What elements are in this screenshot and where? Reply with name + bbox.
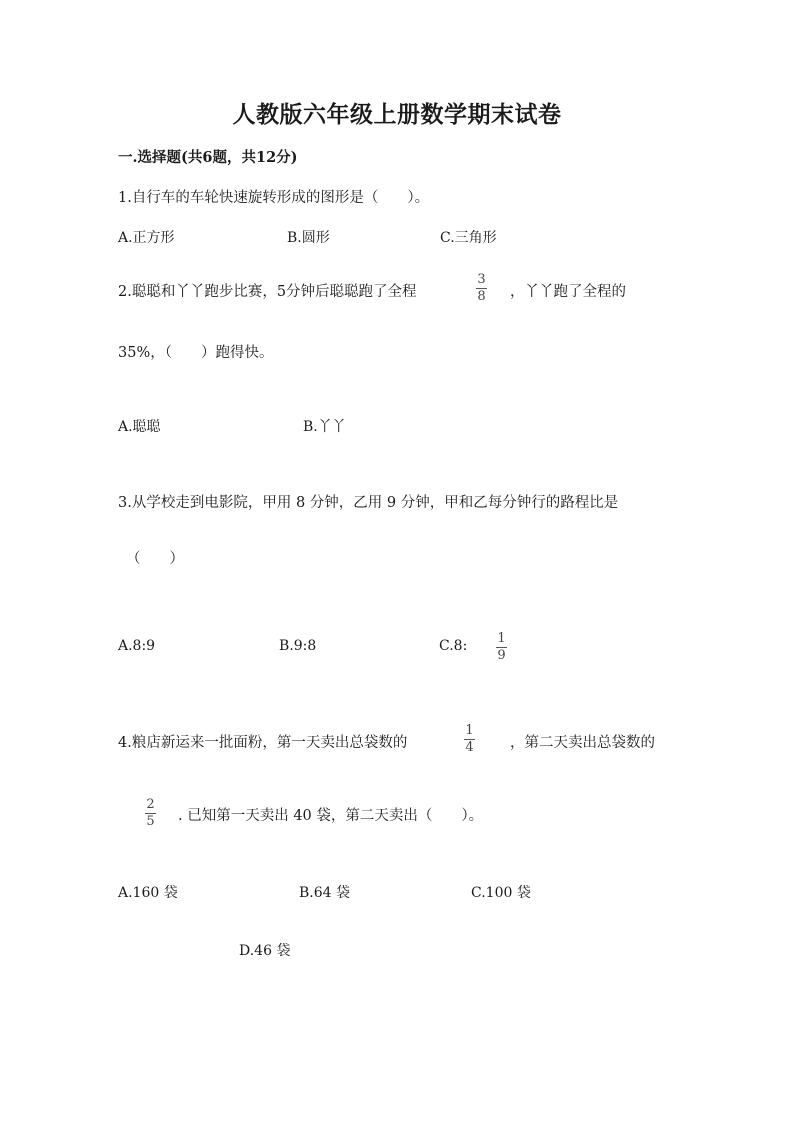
question-4-fraction-1 (464, 724, 475, 755)
question-4-option-c[interactable]: C.100 袋 (471, 885, 531, 901)
page-title: 人教版六年级上册数学期末试卷 (232, 101, 562, 128)
question-3-option-a[interactable]: A.8:9 (118, 638, 156, 654)
fraction-numerator: 1 (497, 631, 506, 646)
question-4-fraction-2 (145, 798, 156, 829)
fraction-numerator: 3 (477, 272, 486, 287)
fraction-numerator: 1 (465, 723, 474, 738)
question-2-stem-part-2: ，丫丫跑了全程的 (510, 284, 626, 300)
question-4-stem-part-1: 4.粮店新运来一批面粉，第一天卖出总袋数的 (118, 735, 408, 751)
fraction-denominator: 5 (146, 814, 155, 829)
question-3-stem-part-1: 3.从学校走到电影院，甲用 8 分钟，乙用 9 分钟，甲和乙每分钟行的路程比是 (118, 495, 619, 511)
fraction-denominator: 9 (497, 648, 506, 663)
question-1-option-b[interactable]: B.圆形 (287, 230, 330, 246)
question-3-stem-part-2: （ ） (126, 551, 184, 567)
section-heading: 一.选择题(共6题，共12分) (118, 149, 298, 166)
question-2-stem-part-3: 35%，（ ）跑得快。 (118, 345, 274, 361)
question-3-option-b[interactable]: B.9:8 (279, 638, 317, 654)
question-4-option-d[interactable]: D.46 袋 (239, 943, 291, 959)
question-4-option-b[interactable]: B.64 袋 (299, 885, 351, 901)
question-2-option-b[interactable]: B.丫丫 (303, 419, 346, 435)
question-4-stem-part-2: ，第二天卖出总袋数的 (510, 735, 655, 751)
question-4-option-a[interactable]: A.160 袋 (118, 885, 178, 901)
question-4-stem-part-3: . 已知第一天卖出 40 袋，第二天卖出（ ）。 (178, 808, 484, 824)
fraction-numerator: 2 (146, 797, 155, 812)
question-3-option-c[interactable]: C.8: (439, 638, 468, 654)
question-3-option-c-fraction (496, 632, 507, 663)
question-1-option-c[interactable]: C.三角形 (440, 230, 497, 246)
question-1-stem: 1.自行车的车轮快速旋转形成的图形是（ ）。 (118, 190, 430, 206)
question-2-stem-part-1: 2.聪聪和丫丫跑步比赛，5分钟后聪聪跑了全程 (118, 284, 417, 300)
fraction-denominator: 4 (465, 740, 474, 755)
question-2-option-a[interactable]: A.聪聪 (118, 419, 161, 435)
question-1-option-a[interactable]: A.正方形 (118, 230, 175, 246)
fraction-denominator: 8 (477, 289, 486, 304)
question-2-fraction (476, 273, 487, 304)
